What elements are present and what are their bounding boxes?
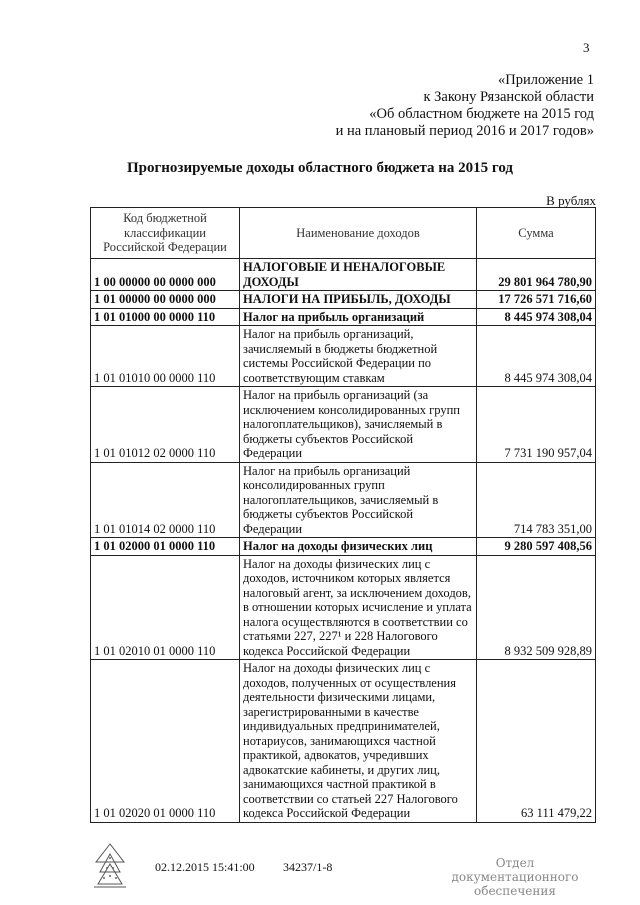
units-label: В рублях [546,193,596,208]
cell-sum: 63 111 479,22 [477,660,596,823]
revenue-table [90,207,596,823]
appendix-header [336,72,594,140]
footer-doc-number: 34237/1-8 [283,860,333,874]
cell-sum: 8 932 509 928,89 [477,555,596,660]
appendix-line: «Об областном бюджете на 2015 год [369,106,594,122]
cell-code: 1 01 02020 01 0000 110 [91,660,240,823]
cell-code: 1 01 02000 01 0000 110 [91,538,240,556]
appendix-line: к Закону Рязанской области [423,89,594,105]
cell-name: Налог на доходы физических лиц [240,538,477,556]
cell-code: 1 01 01010 00 0000 110 [91,326,240,387]
cell-code: 1 01 02010 01 0000 110 [91,555,240,660]
table-row [91,291,596,309]
document-title: Прогнозируемые доходы областного бюджета на 2015 год [126,160,514,176]
cell-name: НАЛОГИ НА ПРИБЫЛЬ, ДОХОДЫ [240,291,477,309]
cell-code: 1 01 01014 02 0000 110 [91,462,240,538]
cell-sum: 8 445 974 308,04 [477,308,596,326]
table-row [91,660,596,823]
cell-sum: 714 783 351,00 [477,462,596,538]
table-row [91,555,596,660]
cell-code: 1 01 01000 00 0000 110 [91,308,240,326]
cell-sum: 7 731 190 957,04 [477,387,596,463]
table-row [91,308,596,326]
stamp-icon [90,840,130,890]
cell-name: Налог на доходы физических лиц с доходов, полученных от осуществления деятельности физическими лицами, зарегистрированными в качестве индивидуальных предпринимателей, нотариусов, занимающихся частной практикой, адвокатов, учредивших адвокатские кабинеты, и других лиц, занимающихся частной практикой в соответствии со статьей 227 Налогового кодекса Российской Федерации [240,660,477,823]
cell-sum: 29 801 964 780,90 [477,259,596,291]
cell-name: Налог на доходы физических лиц с доходов, источником которых является налоговый агент, за исключением доходов, в отношении которых исчисление и уплата налога осуществляются в соответствии со статьями 227, 227¹ и 228 Налогового кодекса Российской Федерации [240,555,477,660]
cell-name: Налог на прибыль организаций консолидированных групп налогоплательщиков, зачисляемый в бюджеты субъектов Российской Федерации [240,462,477,538]
table-row [91,326,596,387]
table-row [91,259,596,291]
cell-name: Налог на прибыль организаций (за исключением консолидированных групп налогоплательщиков), зачисляемый в бюджеты субъектов Российской Федерации [240,387,477,463]
appendix-line: и на плановый период 2016 и 2017 годов» [335,123,594,139]
footer-date: 02.12.2015 15:41:00 [155,860,255,874]
cell-sum: 8 445 974 308,04 [477,326,596,387]
column-header-sum: Сумма [477,208,596,259]
appendix-line: «Приложение 1 [498,72,594,88]
column-header-name: Наименование доходов [240,208,477,259]
table-header-row [91,208,596,259]
table-row [91,387,596,463]
cell-name: НАЛОГОВЫЕ И НЕНАЛОГОВЫЕ ДОХОДЫ [240,259,477,291]
table-row [91,462,596,538]
cell-code: 1 01 00000 00 0000 000 [91,291,240,309]
page-number: 3 [583,40,590,55]
cell-name: Налог на прибыль организаций [240,308,477,326]
cell-code: 1 00 00000 00 0000 000 [91,259,240,291]
table-row [91,538,596,556]
table-body [91,259,596,823]
cell-name: Налог на прибыль организаций, зачисляемый в бюджеты бюджетной системы Российской Федерации по соответствующим ставкам [240,326,477,387]
footer-department: Отдел документационного обеспечения [451,856,579,898]
cell-sum: 9 280 597 408,56 [477,538,596,556]
cell-sum: 17 726 571 716,60 [477,291,596,309]
column-header-code: Код бюджетной классификации Российской Федерации [91,208,240,259]
cell-code: 1 01 01012 02 0000 110 [91,387,240,463]
